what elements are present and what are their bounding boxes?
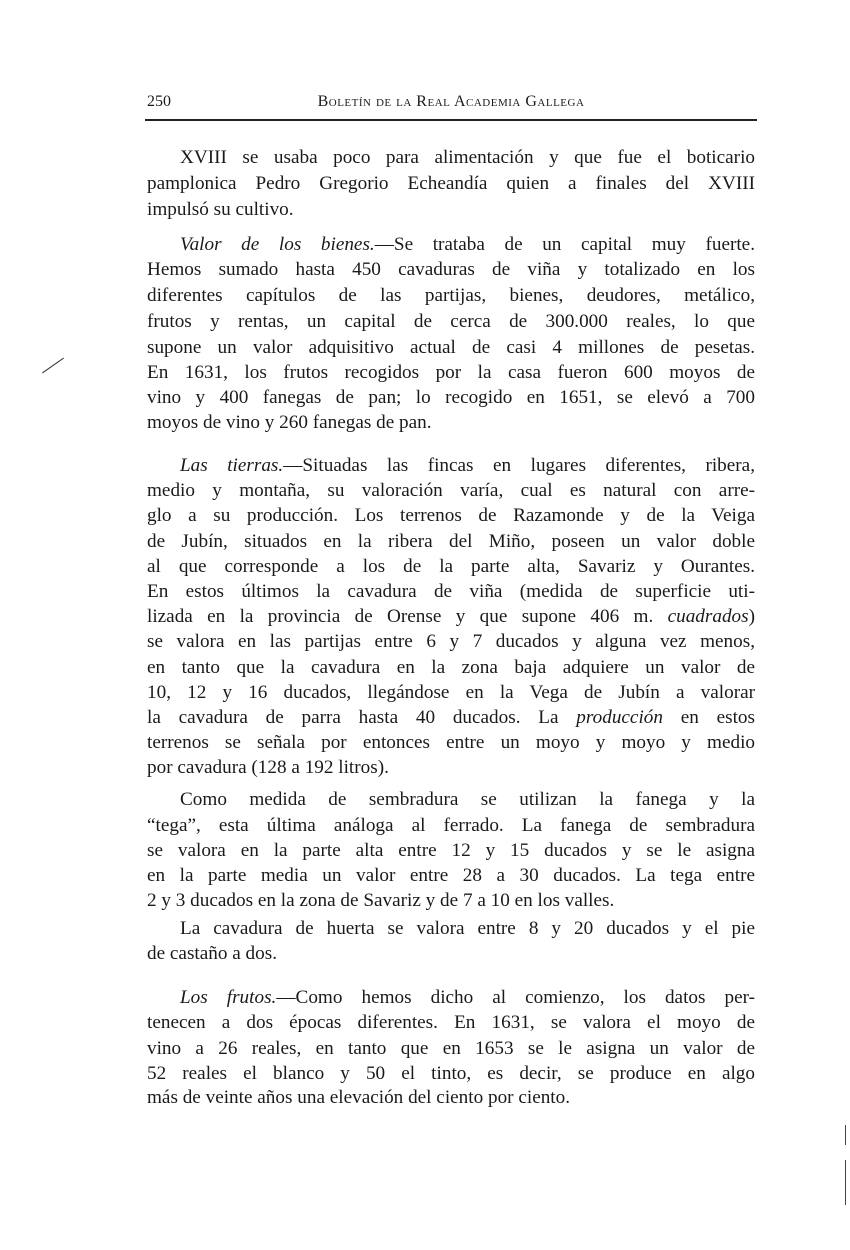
text-line bbox=[147, 731, 755, 755]
text-run: Hemos sumado hasta 450 cavaduras de viña y totalizado en los bbox=[147, 259, 755, 280]
text-line bbox=[147, 555, 755, 579]
text-run: en estos bbox=[662, 707, 755, 728]
running-title: Boletín de la Real Academia Gallega bbox=[317, 93, 585, 110]
text-run: 10, 12 y 16 ducados, llegándose en la Vega de Jubín a valorar bbox=[147, 682, 755, 703]
text-run: glo a su producción. Los terrenos de Razamonde y de la Veiga bbox=[147, 505, 755, 526]
text-run: supone un valor adquisitivo actual de casi 4 millones de pesetas. bbox=[147, 337, 755, 358]
text-line bbox=[147, 411, 755, 435]
text-line bbox=[180, 917, 755, 941]
text-line bbox=[147, 310, 755, 334]
italic-text: Los frutos. bbox=[180, 987, 277, 1008]
text-run: diferentes capítulos de las partijas, bienes, deudores, metálico, bbox=[147, 285, 755, 306]
text-run: En estos últimos la cavadura de viña (medida de superficie uti- bbox=[147, 581, 755, 602]
text-line bbox=[147, 284, 755, 308]
text-line bbox=[147, 706, 755, 730]
text-run: Como medida de sembradura se utilizan la fanega y la bbox=[180, 789, 755, 810]
text-run: pamplonica Pedro Gregorio Echeandía quien a finales del XVIII bbox=[147, 173, 755, 194]
margin-pencil-mark bbox=[42, 358, 64, 374]
text-line bbox=[147, 756, 755, 780]
italic-text: cuadrados bbox=[667, 606, 749, 627]
text-line bbox=[147, 580, 755, 604]
text-line bbox=[147, 198, 755, 222]
text-line bbox=[147, 681, 755, 705]
text-run: se valora en la parte alta entre 12 y 15 ducados y se le asigna bbox=[147, 840, 755, 861]
text-line bbox=[147, 386, 755, 410]
running-header bbox=[147, 93, 755, 117]
page-number: 250 bbox=[147, 93, 171, 110]
text-run: —Situadas las fincas en lugares diferentes, ribera, bbox=[283, 455, 755, 476]
text-run: de castaño a dos. bbox=[147, 943, 278, 964]
text-run: La cavadura de huerta se valora entre 8 y 20 ducados y el pie bbox=[180, 918, 755, 939]
text-line bbox=[147, 504, 755, 528]
text-line bbox=[147, 1011, 755, 1035]
italic-text: Valor de los bienes. bbox=[180, 234, 375, 255]
text-line bbox=[147, 839, 755, 863]
text-run: En 1631, los frutos recogidos por la casa fueron 600 moyos de bbox=[147, 362, 755, 383]
text-line bbox=[147, 1086, 755, 1110]
text-run: terrenos se señala por entonces entre un moyo y moyo y medio bbox=[147, 732, 755, 753]
text-run: la cavadura de parra hasta 40 ducados. La bbox=[147, 707, 577, 728]
text-run: 2 y 3 ducados en la zona de Savariz y de 7 a 10 en los valles. bbox=[147, 890, 615, 911]
text-line bbox=[147, 361, 755, 385]
text-line bbox=[180, 788, 755, 812]
text-run: vino y 400 fanegas de pan; lo recogido en 1651, se elevó a 700 bbox=[147, 387, 755, 408]
italic-text: producción bbox=[576, 707, 663, 728]
text-line bbox=[147, 605, 755, 629]
text-run: más de veinte años una elevación del ciento por ciento. bbox=[147, 1087, 571, 1108]
text-run: XVIII se usaba poco para alimentación y que fue el boticario bbox=[180, 147, 755, 168]
text-run: —Se trataba de un capital muy fuerte. bbox=[374, 234, 755, 255]
italic-text: Las tierras. bbox=[180, 455, 284, 476]
text-line bbox=[180, 454, 755, 478]
text-line bbox=[147, 942, 755, 966]
text-run: frutos y rentas, un capital de cerca de 300.000 reales, lo que bbox=[147, 311, 755, 332]
text-line bbox=[147, 656, 755, 680]
text-line bbox=[180, 233, 755, 257]
text-run: moyos de vino y 260 fanegas de pan. bbox=[147, 412, 432, 433]
scan-edge-mark bbox=[845, 1160, 846, 1205]
text-line bbox=[180, 986, 755, 1010]
text-run: tenecen a dos épocas diferentes. En 1631, se valora el moyo de bbox=[147, 1012, 755, 1033]
text-run: ) bbox=[748, 606, 755, 627]
text-run: se valora en las partijas entre 6 y 7 ducados y alguna vez menos, bbox=[147, 631, 755, 652]
text-line bbox=[147, 630, 755, 654]
text-run: en la parte media un valor entre 28 a 30 ducados. La tega entre bbox=[147, 865, 755, 886]
text-line bbox=[147, 479, 755, 503]
text-run: lizada en la provincia de Orense y que supone 406 m. bbox=[147, 606, 668, 627]
text-run: impulsó su cultivo. bbox=[147, 199, 294, 220]
text-line bbox=[147, 814, 755, 838]
header-rule bbox=[145, 119, 757, 121]
text-run: —Como hemos dicho al comienzo, los datos per- bbox=[276, 987, 755, 1008]
text-line bbox=[147, 172, 755, 196]
text-line bbox=[147, 864, 755, 888]
scan-edge-mark bbox=[845, 1125, 846, 1145]
text-run: 52 reales el blanco y 50 el tinto, es decir, se produce en algo bbox=[147, 1063, 755, 1084]
text-run: en tanto que la cavadura en la zona baja adquiere un valor de bbox=[147, 657, 755, 678]
text-line bbox=[147, 1037, 755, 1061]
text-line bbox=[147, 336, 755, 360]
text-line bbox=[147, 258, 755, 282]
text-run: “tega”, esta última análoga al ferrado. La fanega de sembradura bbox=[147, 815, 755, 836]
text-run: de Jubín, situados en la ribera del Miño, poseen un valor doble bbox=[147, 531, 755, 552]
text-line bbox=[147, 1062, 755, 1086]
text-line bbox=[147, 889, 755, 913]
text-line bbox=[147, 530, 755, 554]
text-run: medio y montaña, su valoración varía, cual es natural con arre- bbox=[147, 480, 755, 501]
text-run: por cavadura (128 a 192 litros). bbox=[147, 757, 389, 778]
text-run: al que corresponde a los de la parte alta, Savariz y Ourantes. bbox=[147, 556, 755, 577]
text-line bbox=[180, 146, 755, 170]
text-run: vino a 26 reales, en tanto que en 1653 se le asigna un valor de bbox=[147, 1038, 755, 1059]
